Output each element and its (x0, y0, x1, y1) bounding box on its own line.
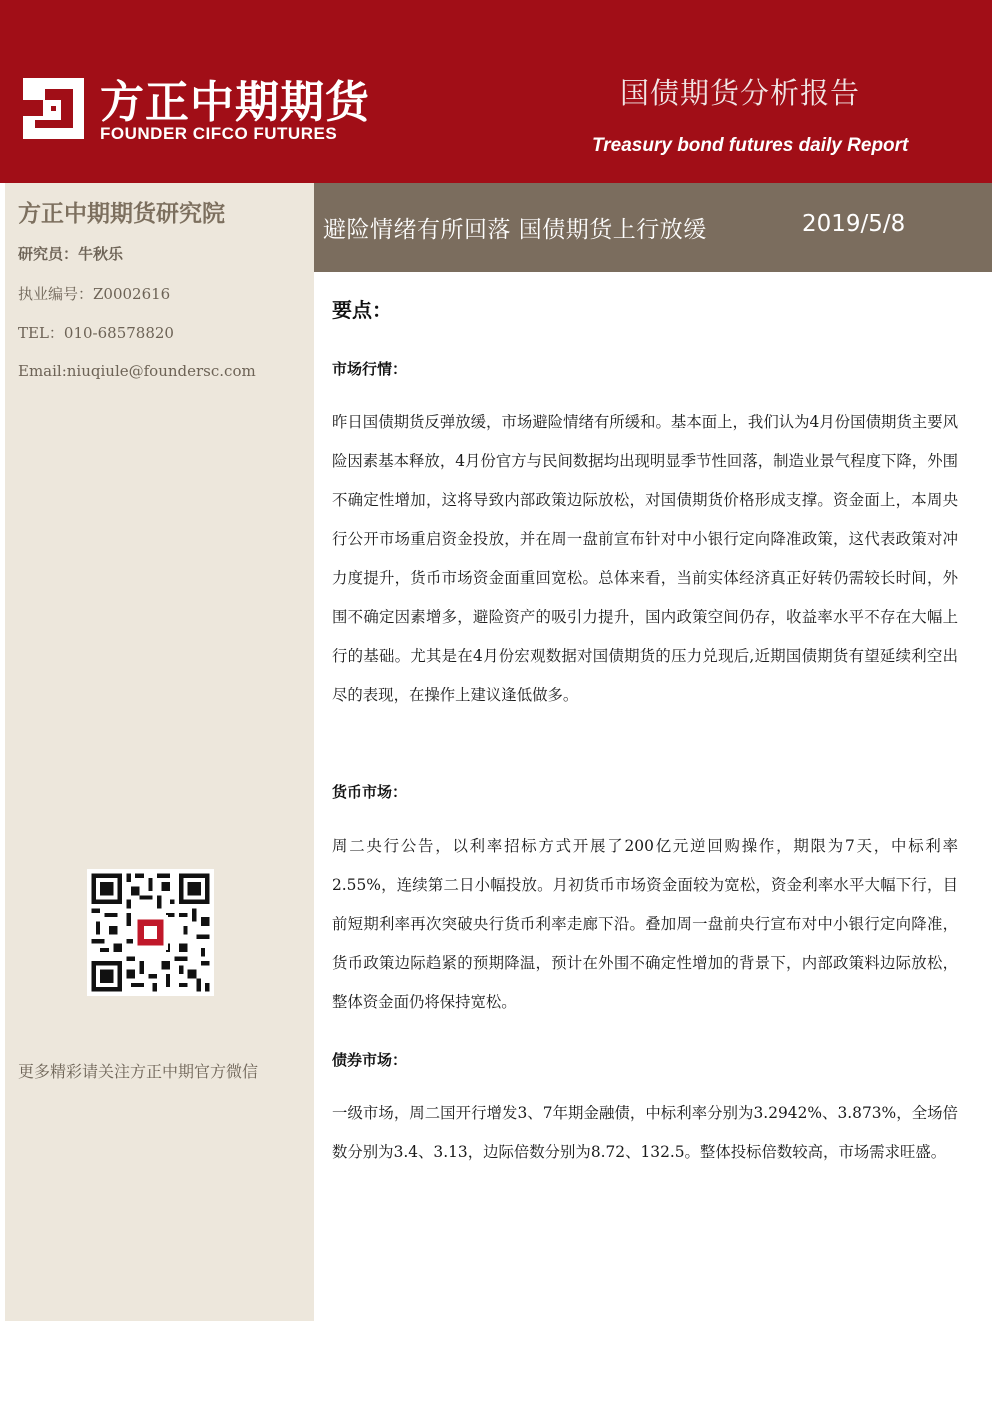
email-address: Email:niuqiule@foundersc.com (18, 362, 256, 380)
section-body-bond-market: 一级市场，周二国开行增发3、7年期金融债，中标利率分别为3.2942%、3.873%，全场倍数分别为3.4、3.13，边际倍数分别为8.72、132.5。整体投标倍数较高，市场需求旺盛。 (332, 1104, 958, 1161)
report-headline: 避险情绪有所回落 国债期货上行放缓 (323, 217, 707, 243)
report-title-cn: 国债期货分析报告 (620, 76, 861, 110)
institute-name: 方正中期期货研究院 (18, 201, 225, 227)
company-name-cn: 方正中期期货 (100, 77, 370, 128)
follow-wechat-text: 更多精彩请关注方正中期官方微信 (18, 1062, 259, 1081)
section-body-money-market: 周二央行公告，以利率招标方式开展了200亿元逆回购操作，期限为7天，中标利率2.55%，连续第二日小幅投放。月初货币市场资金面较为宽松，资金利率水平大幅下行，目前短期利率再次突破央行货币利率走廊下沿。叠加周一盘前央行宣布对中小银行定向降准，货币政策边际趋紧的预期降温，预计在外围不确定性增加的背景下，内部政策料边际放松，整体资金面仍将保持宽松。 (332, 837, 958, 1011)
title-bar (314, 183, 992, 272)
report-date: 2019/5/8 (802, 211, 906, 237)
key-points-heading: 要点： (332, 298, 392, 322)
section-body-market: 昨日国债期货反弹放缓，市场避险情绪有所缓和。基本面上，我们认为4月份国债期货主要风险因素基本释放，4月份官方与民间数据均出现明显季节性回落，制造业景气程度下降，外围不确定性增加，这将导致内部政策边际放松，对国债期货价格形成支撑。资金面上，本周央行公开市场重启资金投放，并在周一盘前宣布针对中小银行定向降准政策，这代表政策对冲力度提升，货币市场资金面重回宽松。总体来看，当前实体经济真正好转仍需较长时间，外围不确定因素增多，避险资产的吸引力提升，国内政策空间仍存，收益率水平不存在大幅上行的基础。尤其是在4月份宏观数据对国债期货的压力兑现后,近期国债期货有望延续利空出尽的表现，在操作上建议逢低做多。 (332, 413, 958, 704)
company-name-en: FOUNDER CIFCO FUTURES (100, 124, 338, 143)
phone-number: TEL：010-68578820 (18, 324, 174, 342)
license-number: 执业编号：Z0002616 (18, 285, 171, 303)
sidebar (5, 183, 314, 1321)
report-header (0, 0, 992, 183)
section-title-bond-market: 债券市场： (332, 1051, 408, 1069)
analyst-name: 研究员：牛秋乐 (18, 245, 124, 263)
report-title-en: Treasury bond futures daily Report (592, 135, 909, 156)
section-title-money-market: 货币市场： (332, 783, 408, 801)
company-logo-icon (21, 76, 86, 141)
section-title-market: 市场行情： (332, 360, 408, 378)
wechat-qr-code-icon (87, 869, 214, 996)
